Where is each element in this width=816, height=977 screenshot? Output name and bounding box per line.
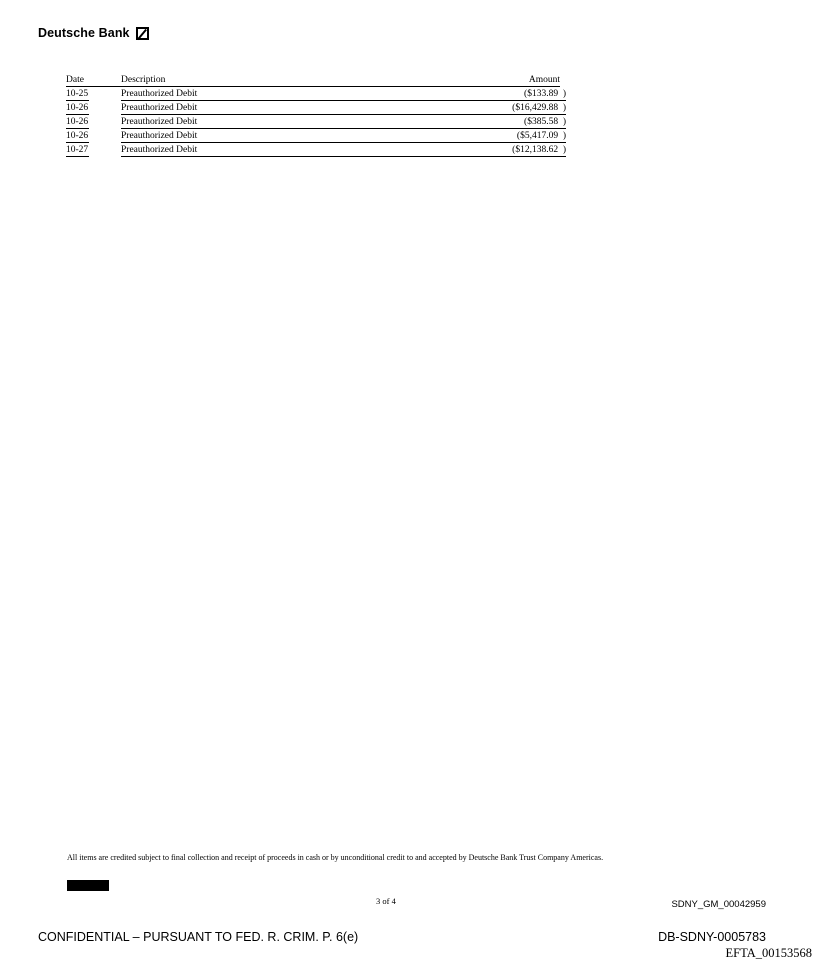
row-description: Preauthorized Debit	[121, 89, 198, 99]
bates-number: DB-SDNY-0005783	[658, 930, 766, 944]
row-description: Preauthorized Debit	[121, 117, 198, 127]
column-header-description: Description	[121, 75, 166, 85]
transactions-table	[66, 73, 566, 157]
efta-number: EFTA_00153568	[725, 946, 812, 960]
row-date: 10-26	[66, 103, 89, 113]
row-amount: ($12,138.62 )	[512, 145, 566, 155]
row-rule	[121, 156, 566, 157]
bank-name: Deutsche Bank	[38, 26, 130, 40]
row-date: 10-26	[66, 117, 89, 127]
table-row	[66, 115, 566, 129]
table-row	[66, 101, 566, 115]
row-amount: ($16,429.88 )	[512, 103, 566, 113]
table-row	[66, 87, 566, 101]
document-reference: SDNY_GM_00042959	[671, 899, 766, 910]
row-date: 10-25	[66, 89, 89, 99]
row-amount: ($5,417.09 )	[516, 131, 566, 141]
row-description: Preauthorized Debit	[121, 103, 198, 113]
page-number: 3 of 4	[376, 896, 396, 906]
bank-logo	[38, 26, 149, 40]
credit-disclaimer: All items are credited subject to final collection and receipt of proceeds in cash or by unconditional credit to and accepted by Deutsche Bank Trust Company Americas.	[67, 853, 604, 862]
row-amount: ($133.89 )	[524, 89, 566, 99]
row-date: 10-26	[66, 131, 89, 141]
column-header-amount: Amount	[528, 75, 560, 85]
row-description: Preauthorized Debit	[121, 131, 198, 141]
table-row	[66, 129, 566, 143]
column-header-date: Date	[66, 75, 84, 85]
row-description: Preauthorized Debit	[121, 145, 198, 155]
table-row	[66, 143, 566, 157]
deutsche-bank-logo-icon	[136, 27, 149, 40]
confidentiality-notice: CONFIDENTIAL – PURSUANT TO FED. R. CRIM. P. 6(e)	[38, 930, 359, 944]
row-amount: ($385.58 )	[524, 117, 566, 127]
row-date: 10-27	[66, 145, 89, 155]
redaction-block	[67, 880, 109, 891]
table-header	[66, 73, 566, 87]
row-rule	[66, 156, 89, 157]
